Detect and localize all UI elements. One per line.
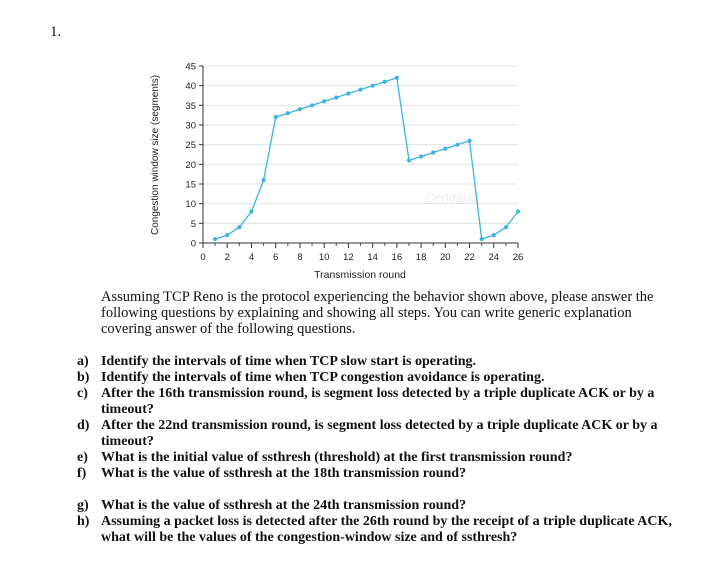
intro-paragraph: Assuming TCP Reno is the protocol experiencing the behavior shown above, please answer the following questions by explaining and showing all steps. You can write generic explanation covering answer of the following questions. xyxy=(101,289,654,337)
question-text: Identify the intervals of time when TCP slow start is operating. xyxy=(101,354,476,369)
y-axis-label: Congestion window size (segments) xyxy=(150,74,161,236)
question-item-d xyxy=(77,418,677,450)
data-point xyxy=(346,91,350,95)
question-text: What is the value of ssthresh at the 24th transmission round? xyxy=(101,498,467,513)
x-axis-label: Transmission round xyxy=(314,269,406,281)
question-item-f xyxy=(77,466,677,482)
chart-series xyxy=(213,76,520,241)
data-point xyxy=(286,111,290,115)
data-point xyxy=(431,150,435,154)
x-tick-label: 26 xyxy=(512,252,524,263)
x-tick-label: 12 xyxy=(343,252,354,263)
question-text: After the 22nd transmission round, is segment loss detected by a triple duplicate ACK or by a timeout? xyxy=(101,418,658,449)
y-tick-label: 45 xyxy=(185,61,196,73)
question-text: After the 16th transmission round, is segment loss detected by a triple duplicate ACK or by a timeout? xyxy=(101,386,655,417)
question-text: What is the value of ssthresh at the 18th transmission round? xyxy=(101,466,467,481)
data-point xyxy=(492,233,496,237)
question-item-a xyxy=(77,354,677,370)
y-tick-label: 10 xyxy=(185,199,196,211)
question-letter: b) xyxy=(77,370,90,385)
x-tick-label: 22 xyxy=(464,252,475,263)
y-tick-label: 0 xyxy=(190,238,196,250)
y-tick-label: 5 xyxy=(190,218,196,230)
data-point xyxy=(310,103,314,107)
question-letter: e) xyxy=(77,450,88,465)
data-point xyxy=(395,76,399,80)
question-letter: c) xyxy=(77,386,88,401)
data-point xyxy=(274,115,278,119)
question-text: What is the initial value of ssthresh (threshold) at the first transmission round? xyxy=(101,450,573,465)
question-number: 1. xyxy=(50,24,62,40)
data-point xyxy=(480,237,484,241)
x-tick-label: 0 xyxy=(200,252,206,263)
data-point xyxy=(383,80,387,84)
question-letter: g) xyxy=(77,498,89,513)
x-tick-label: 8 xyxy=(297,252,303,263)
question-spacer xyxy=(77,482,677,498)
question-list xyxy=(77,354,677,546)
data-point xyxy=(504,225,508,229)
x-tick-label: 14 xyxy=(367,252,378,263)
data-point xyxy=(419,154,423,158)
x-tick-label: 20 xyxy=(440,252,451,263)
data-point xyxy=(225,233,229,237)
data-point xyxy=(443,147,447,151)
question-item-h xyxy=(77,514,677,546)
question-text: Assuming a packet loss is detected after the 26th round by the receipt of a triple duplicate ACK, what will be the values of the congestion-window size and of ssthresh? xyxy=(101,514,672,545)
question-letter: h) xyxy=(77,514,90,529)
chart-watermark: Cengage xyxy=(425,190,478,205)
data-point xyxy=(249,209,253,213)
x-tick-label: 24 xyxy=(488,252,500,263)
x-tick-label: 6 xyxy=(273,252,279,263)
x-tick-label: 18 xyxy=(415,252,427,263)
data-point xyxy=(334,95,338,99)
x-tick-label: 16 xyxy=(391,252,403,263)
series-line xyxy=(215,78,518,239)
question-letter: a) xyxy=(77,354,89,369)
data-point xyxy=(407,158,411,162)
y-tick-label: 35 xyxy=(185,100,196,112)
y-tick-label: 25 xyxy=(185,140,196,152)
data-point xyxy=(516,209,520,213)
data-point xyxy=(237,225,241,229)
question-item-b xyxy=(77,370,677,386)
data-point xyxy=(322,99,326,103)
x-tick-label: 10 xyxy=(318,252,330,263)
data-point xyxy=(467,139,471,143)
y-tick-label: 20 xyxy=(185,159,196,171)
data-point xyxy=(358,88,362,92)
question-item-g xyxy=(77,498,677,514)
y-tick-label: 40 xyxy=(185,81,196,93)
x-tick-label: 2 xyxy=(224,252,230,263)
data-point xyxy=(213,237,217,241)
data-point xyxy=(455,143,459,147)
data-point xyxy=(261,178,265,182)
question-item-e xyxy=(77,450,677,466)
question-text: Identify the intervals of time when TCP congestion avoidance is operating. xyxy=(101,370,545,385)
y-tick-label: 15 xyxy=(185,179,196,191)
x-tick-label: 4 xyxy=(248,252,255,263)
question-letter: f) xyxy=(77,466,87,481)
data-point xyxy=(298,107,302,111)
question-item-c xyxy=(77,386,677,418)
data-point xyxy=(371,84,375,88)
question-letter: d) xyxy=(77,418,90,433)
y-tick-label: 30 xyxy=(185,120,196,132)
